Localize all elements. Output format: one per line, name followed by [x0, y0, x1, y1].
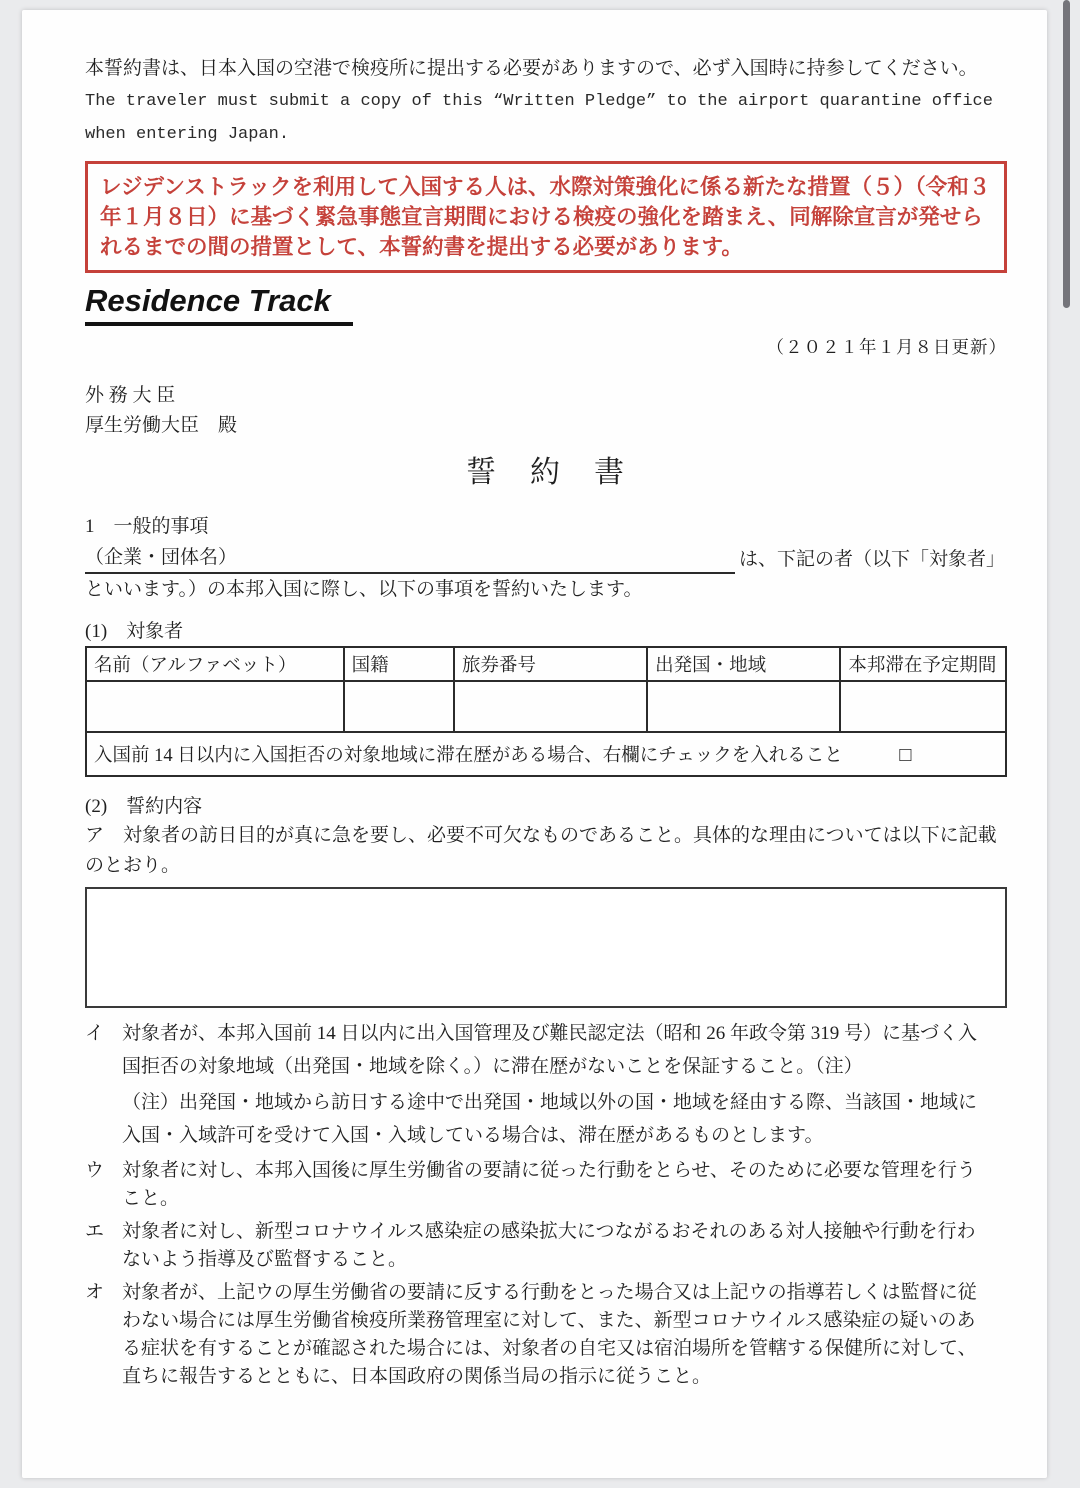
pledge-heading: (2) 誓約内容	[85, 796, 203, 817]
pledge-item-u-body	[122, 1157, 984, 1213]
alert-text: レジデンストラックを利用して入国する人は、水際対策強化に係る新たな措置（５）（令和３年１月８日）に基づく緊急事態宣言期間における検疫の強化を踏まえ、同解除宣言が発せられるまでの間の措置として、本誓約書を提出する必要があります。	[100, 175, 991, 259]
subject-table-entry-row	[86, 681, 1006, 732]
reason-text-box	[85, 887, 1007, 1008]
company-name-line	[85, 544, 1007, 574]
pledge-item-e	[85, 1218, 1007, 1274]
pledge-item-e-text: 対象者に対し、新型コロナウイルス感染症の感染拡大につながるおそれのある対人接触や行動を行わないよう指導及び監督すること。	[122, 1221, 976, 1270]
pledge-item-u-label: ウ	[85, 1160, 105, 1181]
column-header-passport-number: 旅券番号	[454, 647, 647, 681]
company-name-suffix: は、下記の者（以下「対象者」	[739, 549, 1006, 570]
company-name-blank	[237, 544, 735, 572]
pledge-item-a: ア 対象者の訪日目的が真に急を要し、必要不可欠なものであること。具体的な理由については以下に記載のとおり。	[85, 825, 997, 876]
intro-note-japanese: 本誓約書は、日本入国の空港で検疫所に提出する必要がありますので、必ず入国時に持参してください。	[85, 58, 978, 79]
company-name-field	[85, 544, 735, 574]
column-header-stay-period: 本邦滞在予定期間	[840, 647, 1006, 681]
entry-cell-passport-number	[454, 681, 647, 732]
document-content	[85, 10, 1007, 1391]
entry-cell-stay-period	[840, 681, 1006, 732]
addressee-block	[85, 381, 1007, 441]
addressee-line-health-minister: 厚生労働大臣 殿	[85, 415, 238, 436]
pledge-item-i-label: イ	[85, 1023, 105, 1044]
pledge-item-o-text: 対象者が、上記ウの厚生労働省の要請に反する行動をとった場合又は上記ウの指導若しくは監督に従わない場合には厚生労働省検疫所業務管理室に対して、また、新型コロナウイルス感染症の疑いのある症状を有することが確認された場合には、対象者の自宅又は宿泊場所を管轄する保健所に対して、直ちに報告するとともに、日本国政府の関係当局の指示に従うこと。	[122, 1282, 977, 1387]
pledge-item-o	[85, 1279, 1007, 1391]
pledge-item-e-body	[122, 1218, 984, 1274]
updated-date: （２０２１年１月８日更新）	[766, 337, 1007, 357]
entry-cell-name	[86, 681, 344, 732]
stay-history-note-cell	[86, 732, 1006, 776]
pledge-item-i	[85, 1017, 1007, 1152]
intro-note-english: The traveler must submit a copy of this “Written Pledge” to the airport quarantine office when entering Japan.	[85, 92, 993, 144]
pledge-item-i-note: （注）出発国・地域から訪日する途中で出発国・地域以外の国・地域を経由する際、当該国・地域に入国・入域許可を受けて入国・入域している場合は、滞在歴があるものとします。	[122, 1092, 978, 1146]
track-title-row	[85, 283, 1007, 326]
scrollbar-thumb[interactable]	[1063, 0, 1070, 308]
entry-cell-nationality	[344, 681, 454, 732]
document-title: 誓 約 書	[466, 456, 626, 489]
pledge-item-o-label: オ	[85, 1282, 105, 1303]
column-header-name: 名前（アルファベット）	[86, 647, 344, 681]
stay-history-checkbox: □	[899, 744, 912, 766]
pledge-item-u-text: 対象者に対し、本邦入国後に厚生労働省の要請に従った行動をとらせ、そのために必要な管理を行うこと。	[122, 1160, 976, 1209]
pledge-item-i-body	[122, 1017, 984, 1152]
subject-table	[85, 646, 1007, 777]
document-page	[22, 10, 1047, 1478]
entry-cell-departure-country	[647, 681, 840, 732]
pledge-item-u	[85, 1157, 1007, 1213]
pledge-item-o-body	[122, 1279, 984, 1391]
section1-continuation: といいます。）の本邦入国に際し、以下の事項を誓約いたします。	[85, 579, 643, 600]
column-header-departure-country: 出発国・地域	[647, 647, 840, 681]
subject-table-header-row	[86, 647, 1006, 681]
residence-track-title: Residence Track	[85, 283, 353, 326]
addressee-line-foreign-minister: 外 務 大 臣	[85, 385, 176, 406]
subject-heading: (1) 対象者	[85, 621, 184, 642]
stay-history-note-row	[86, 732, 1006, 776]
pledge-item-i-text: 対象者が、本邦入国前 14 日以内に出入国管理及び難民認定法（昭和 26 年政令第 319 号）に基づく入国拒否の対象地域（出発国・地域を除く。）に滞在歴がないことを保証すること。（注）	[122, 1023, 978, 1077]
stay-history-note-text: 入国前 14 日以内に入国拒否の対象地域に滞在歴がある場合、右欄にチェックを入れること	[94, 746, 843, 766]
column-header-nationality: 国籍	[344, 647, 454, 681]
section1-heading: 1 一般的事項	[85, 516, 209, 537]
company-name-label: （企業・団体名）	[85, 547, 238, 568]
alert-box	[85, 161, 1007, 273]
pledge-item-e-label: エ	[85, 1221, 105, 1242]
